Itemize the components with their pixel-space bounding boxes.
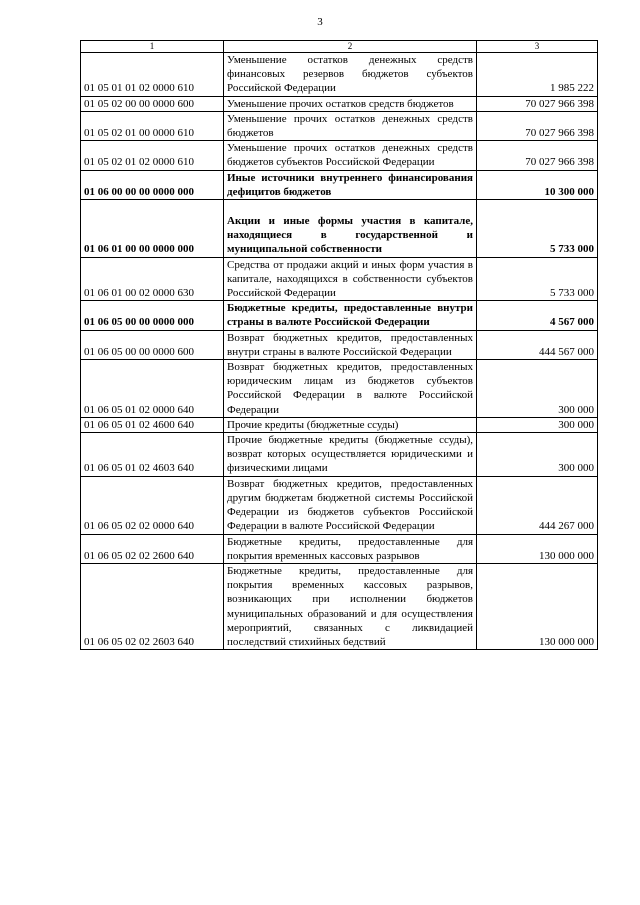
table-row <box>81 360 598 418</box>
amount: 5 733 000 <box>477 257 598 301</box>
budget-code: 01 06 05 02 02 0000 640 <box>81 476 224 534</box>
budget-code: 01 06 00 00 00 0000 000 <box>81 170 224 199</box>
amount: 70 027 966 398 <box>477 111 598 140</box>
amount: 300 000 <box>477 433 598 477</box>
table-body <box>81 53 598 650</box>
source-name: Уменьшение прочих остатков средств бюджетов <box>224 96 477 111</box>
amount: 70 027 966 398 <box>477 96 598 111</box>
budget-code: 01 06 05 01 02 4603 640 <box>81 433 224 477</box>
budget-code: 01 06 05 00 00 0000 600 <box>81 330 224 359</box>
source-name: Средства от продажи акций и иных форм участия в капитале, находящихся в собственности субъектов Российской Федерации <box>224 257 477 301</box>
amount: 130 000 000 <box>477 534 598 563</box>
source-name: Возврат бюджетных кредитов, предоставленных внутри страны в валюте Российской Федерации <box>224 330 477 359</box>
amount: 4 567 000 <box>477 301 598 330</box>
page-number: 3 <box>317 16 323 28</box>
source-name: Возврат бюджетных кредитов, предоставленных юридическим лицам из бюджетов субъектов Российской Федерации в валюте Российской Федерации <box>224 360 477 418</box>
amount: 1 985 222 <box>477 53 598 97</box>
table-header-row <box>81 41 598 53</box>
budget-sources-table <box>80 40 598 650</box>
source-name: Акции и иные формы участия в капитале, находящиеся в государственной и муниципальной собственности <box>224 200 477 258</box>
table-row <box>81 257 598 301</box>
table-row <box>81 170 598 199</box>
column-header-3: 3 <box>477 41 598 53</box>
amount: 300 000 <box>477 360 598 418</box>
table-row <box>81 141 598 170</box>
table-row <box>81 96 598 111</box>
table-row <box>81 534 598 563</box>
source-name: Прочие кредиты (бюджетные ссуды) <box>224 417 477 432</box>
amount: 5 733 000 <box>477 200 598 258</box>
table-row <box>81 301 598 330</box>
amount: 10 300 000 <box>477 170 598 199</box>
source-name: Бюджетные кредиты, предоставленные для покрытия временных кассовых разрывов <box>224 534 477 563</box>
column-header-2: 2 <box>224 41 477 53</box>
budget-code: 01 05 01 01 02 0000 610 <box>81 53 224 97</box>
budget-code: 01 06 01 00 02 0000 630 <box>81 257 224 301</box>
budget-code: 01 05 02 01 02 0000 610 <box>81 141 224 170</box>
budget-code: 01 06 05 02 02 2600 640 <box>81 534 224 563</box>
table-row <box>81 476 598 534</box>
table-row <box>81 417 598 432</box>
source-name: Возврат бюджетных кредитов, предоставленных другим бюджетам бюджетной системы Российской Федерации из бюджетов субъектов Российской Федерации в валюте Российской Федерации <box>224 476 477 534</box>
amount: 130 000 000 <box>477 563 598 649</box>
amount: 444 567 000 <box>477 330 598 359</box>
budget-code: 01 05 02 01 00 0000 610 <box>81 111 224 140</box>
budget-code: 01 06 05 00 00 0000 000 <box>81 301 224 330</box>
source-name: Прочие бюджетные кредиты (бюджетные ссуды), возврат которых осуществляется юридическими и физическими лицами <box>224 433 477 477</box>
source-name: Уменьшение прочих остатков денежных средств бюджетов <box>224 111 477 140</box>
budget-code: 01 06 05 01 02 4600 640 <box>81 417 224 432</box>
budget-code: 01 06 05 01 02 0000 640 <box>81 360 224 418</box>
budget-code: 01 06 05 02 02 2603 640 <box>81 563 224 649</box>
source-name: Иные источники внутреннего финансирования дефицитов бюджетов <box>224 170 477 199</box>
table-row <box>81 53 598 97</box>
amount: 300 000 <box>477 417 598 432</box>
table-row <box>81 563 598 649</box>
source-name: Бюджетные кредиты, предоставленные для покрытия временных кассовых разрывов, возникающих при исполнении бюджетов муниципальных образований и для осуществления мероприятий, связанных с ликвидацией последствий стихийных бедствий <box>224 563 477 649</box>
budget-code: 01 05 02 00 00 0000 600 <box>81 96 224 111</box>
source-name: Уменьшение прочих остатков денежных средств бюджетов субъектов Российской Федерации <box>224 141 477 170</box>
column-header-1: 1 <box>81 41 224 53</box>
table-row <box>81 200 598 258</box>
amount: 444 267 000 <box>477 476 598 534</box>
source-name: Бюджетные кредиты, предоставленные внутри страны в валюте Российской Федерации <box>224 301 477 330</box>
amount: 70 027 966 398 <box>477 141 598 170</box>
source-name: Уменьшение остатков денежных средств финансовых резервов бюджетов субъектов Российской Федерации <box>224 53 477 97</box>
table-row <box>81 330 598 359</box>
budget-code: 01 06 01 00 00 0000 000 <box>81 200 224 258</box>
table-row <box>81 433 598 477</box>
table-row <box>81 111 598 140</box>
